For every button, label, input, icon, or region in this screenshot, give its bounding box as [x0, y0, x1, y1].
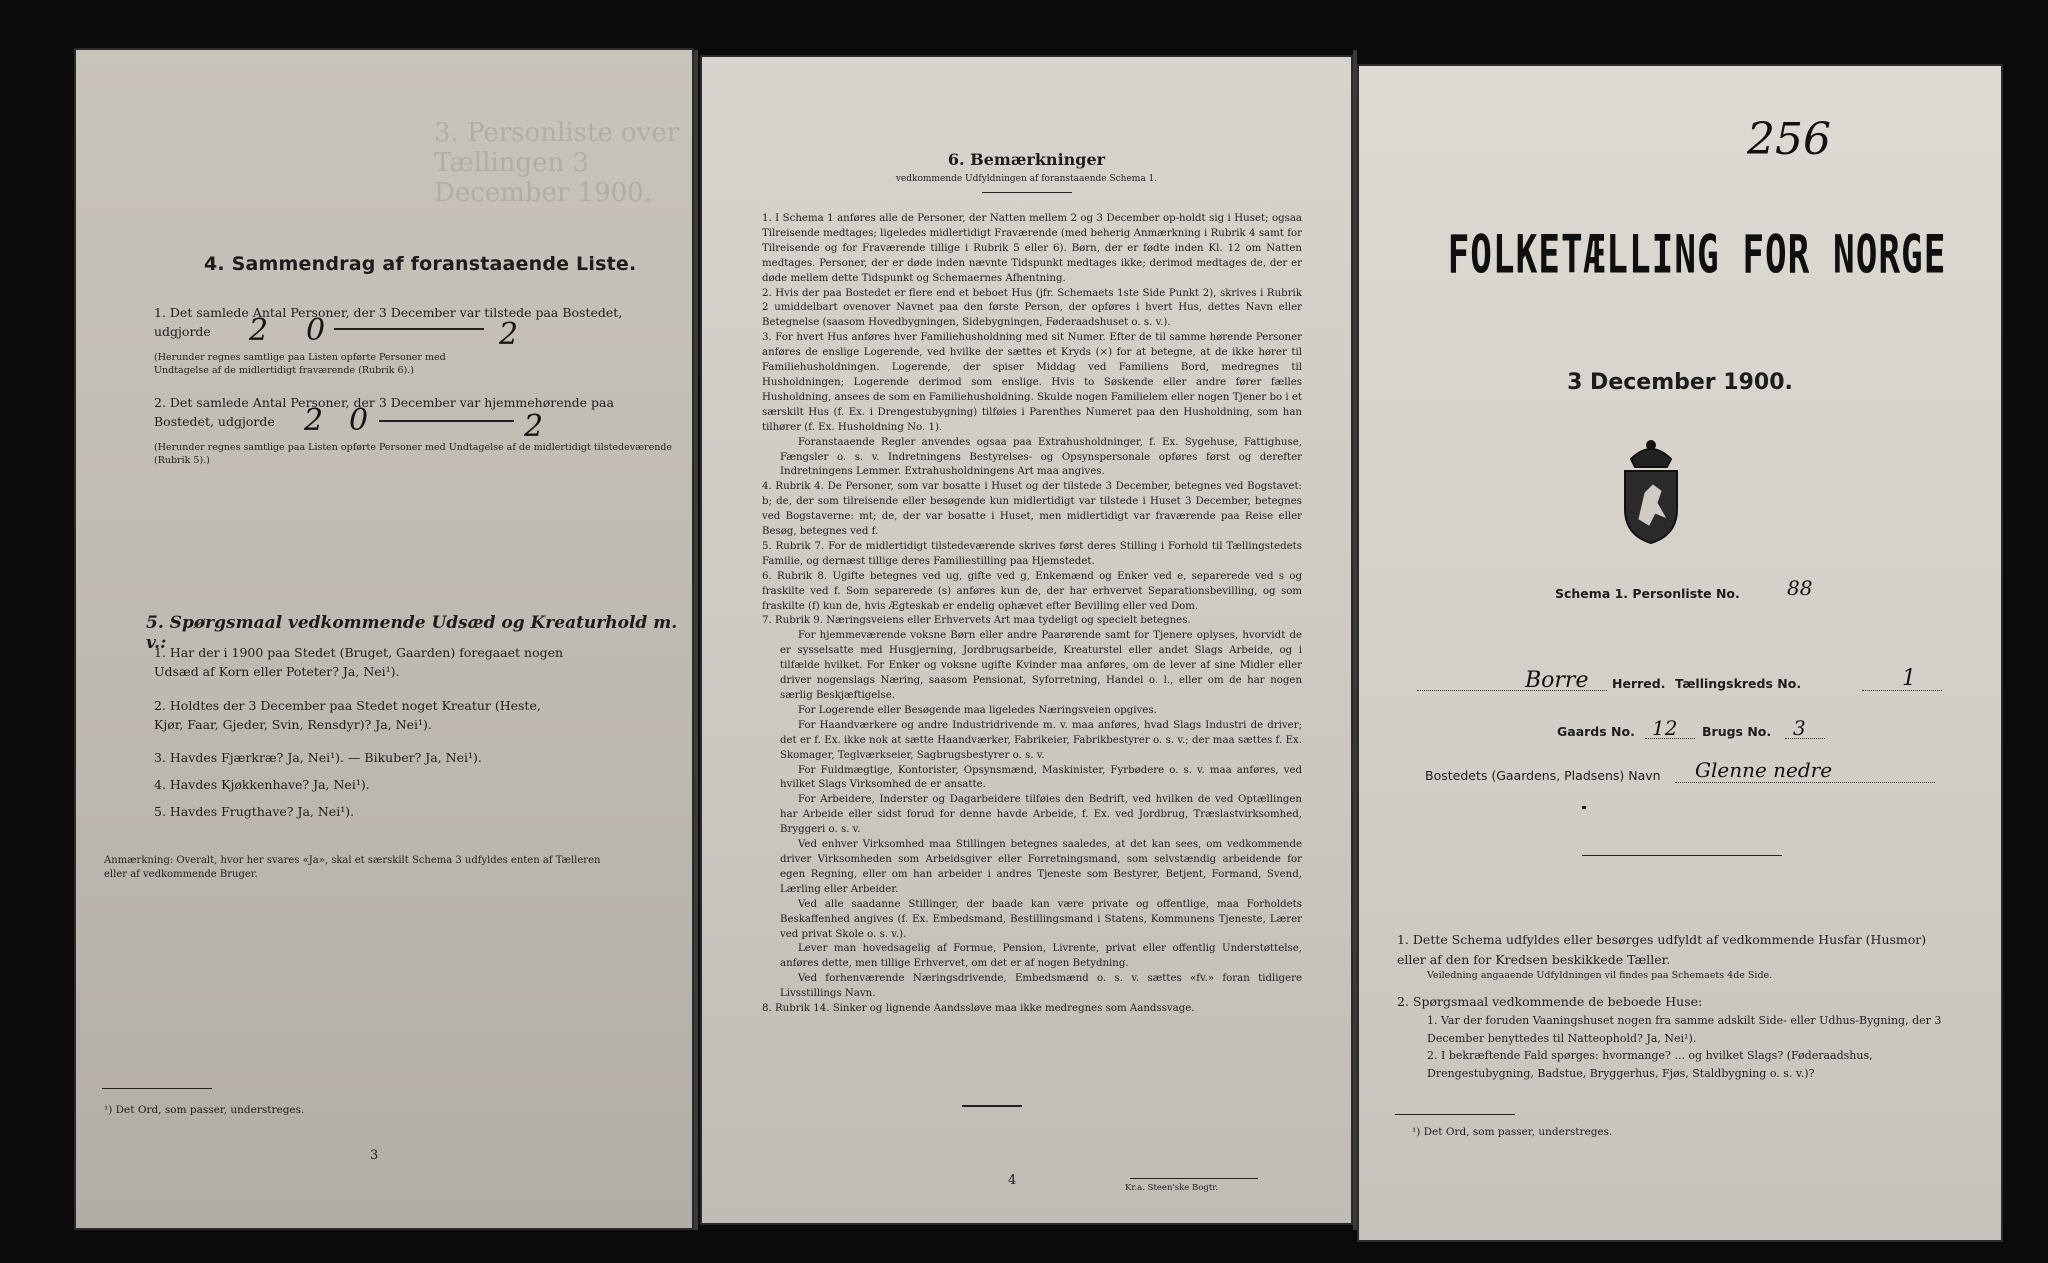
remark-paragraph: Ved forhenværende Næringsdrivende, Embedsmænd o. s. v. sættes «fv.» foran tidligere Livsstillings Navn.	[780, 973, 1302, 1000]
summary-question-1: 1. Det samlede Antal Personer, der 3 December var tilstede paa Bostedet, udgjorde 2 0 2 (Herunder regnes samtlige paa Listen opførte Personer med Undtagelse af de midlertidigt fraværende (Rubrik 6).)	[154, 305, 623, 377]
remark-paragraph: 1. I Schema 1 anføres alle de Personer, der Natten mellem 2 og 3 December op-holdt sig i Huset; ogsaa Tilreisende medtages; ligeledes midlertidigt Fraværende (med beherig Anmærkning i Rubrik 4 samt for Tilreisende og for Fraværende tillige i Rubrik 5 eller 6). Børn, der er fødte inden Kl. 12 om Natten medtages. Personer, der er døde inden nævnte Tidspunkt medtages ikke; derimod medtages de, der er døde mellem dette Tidspunkt og Schemaernes Afhentning.	[762, 213, 1302, 284]
remark-paragraph: For Fuldmægtige, Kontorister, Opsynsmænd, Maskinister, Fyrbødere o. s. v. maa anføres, ved hvilket Slags Virksomhed de er ansatte.	[780, 764, 1302, 791]
remark-paragraph: For Arbeidere, Inderster og Dagarbeidere tilføies den Bedrift, ved hvilken de ved Optællingen har Arbeide eller sidst forud for denne havde Arbeide, f. Ex. ved Jordbrug, Træslastvirksomhed, Bryggeri o. s. v.	[780, 794, 1302, 836]
remark-paragraph: Foranstaaende Regler anvendes ogsaa paa Extrahusholdninger, f. Ex. Sygehuse, Fattighuse, Fængsler o. s. v. Indretningens Bestyrelses- og Opsynspersonale opføres først og derefter Indretningens Lemmer. Extrahusholdningens Art maa angives.	[780, 436, 1302, 478]
page-number: 3	[370, 1148, 379, 1163]
remark-paragraph: Lever man hovedsagelig af Formue, Pension, Livrente, privat eller offentlig Understøttelse, anføres dette, men tillige Erhvervet, om det er af nogen Betydning.	[780, 943, 1302, 970]
norwegian-coat-of-arms-icon	[1615, 437, 1687, 547]
footnote: ¹) Det Ord, som passer, understreges.	[104, 1104, 305, 1116]
livestock-q5: 5. Havdes Frugthave? Ja, Nei¹).	[154, 804, 355, 819]
handwritten-zero-1: 0	[306, 313, 326, 349]
printer-mark: Kr.a. Steen'ske Bogtr.	[1125, 1183, 1219, 1193]
remarks-body	[762, 212, 1302, 1017]
instruction-2-q2: 2. I bekræftende Fald spørges: hvormange? ... og hvilket Slags? (Føderaadshus, Drengestubygning, Badstue, Bryggerhus, Fjøs, Staldbygning o. s. v.)?	[1427, 1049, 1873, 1080]
kreds-value: 1	[1902, 666, 1916, 691]
handwritten-zero-2: 0	[349, 403, 369, 439]
remark-paragraph: 5. Rubrik 7. For de midlertidigt tilstedeværende skrives først deres Stilling i Forhold til Tællingstedets Familie, og dernæst tillige deres Familiestilling paa Hjemstedet.	[762, 540, 1302, 567]
note-q2: (Herunder regnes samtlige paa Listen opførte Personer med Undtagelse af de midlertidigt tilstedeværende (Rubrik 5).)	[154, 442, 673, 467]
kreds-label: Tællingskreds No.	[1675, 676, 1802, 691]
livestock-q4: 4. Havdes Kjøkkenhave? Ja, Nei¹).	[154, 777, 370, 792]
page-3	[74, 48, 694, 1230]
brugs-value: 3	[1793, 716, 1806, 740]
faint-bleed-through-header: 3. Personliste over Tællingen 3 December 1900.	[434, 118, 680, 208]
remark-paragraph: 3. For hvert Hus anføres hver Familiehusholdning med sit Numer. Efter de til samme hørende Personer anføres de enslige Logerende, ved hvilke der sættes et Kryds (×) for at betegne, at de ikke hører til Familiehusholdningen. Logerende, der spiser Middag ved Familiens Bord, medregnes til Husholdningen; Logerende derimod som enslige. Hvis to Søskende eller andre fører fælles Husholdning, ansees de som en Familiehusholdning. Skulde nogen Familielem eller nogen Tjener bo i et særskilt Hus (f. Ex. i Drengestubygning) tilføies i Parenthes Numeret paa den Husholdning, som han tilhører (f. Ex. Husholdning No. 1).	[762, 332, 1302, 433]
handwritten-total-1: 2	[499, 317, 519, 353]
folio-number: 256	[1747, 114, 1831, 165]
livestock-q2: 2. Holdtes der 3 December paa Stedet noget Kreatur (Heste, Kjør, Faar, Gjeder, Svin, Rensdyr)? Ja, Nei¹).	[154, 698, 541, 733]
summary-question-2: 2. Det samlede Antal Personer, der 3 December var hjemmehørende paa Bostedet, udgjorde 2 0 2 (Herunder regnes samtlige paa Listen opførte Personer med Undtagelse af de midlertidigt tilstedeværende (Rubrik 5).)	[154, 395, 673, 467]
page-4	[700, 55, 1353, 1225]
remark-paragraph: 2. Hvis der paa Bostedet er flere end et beboet Hus (jfr. Schemaets 1ste Side Punkt 2), skrives i Rubrik 2 umiddelbart ovenover Navnet paa den første Person, der opføres i hvert Hus, dettes Navn eller Betegnelse (saasom Hovedbygningen, Sidebygningen, Føderaadshuset o. s. v.).	[762, 287, 1302, 329]
bosted-label: Bostedets (Gaardens, Pladsens) Navn	[1425, 768, 1661, 783]
herred-value: Borre	[1525, 668, 1589, 693]
footnote: ¹) Det Ord, som passer, understreges.	[1412, 1126, 1613, 1138]
remark-paragraph: For hjemmeværende voksne Børn eller andre Paarørende samt for Tjenere oplyses, hvorvidt de er sysselsatte med Husgjerning, Jordbrugsarbeide, Kreaturstel eller andet Slags Arbeide, og i tilfælde hvilket. For Enker og voksne ugifte Kvinder maa anføres, om de lever af sine Midler eller driver nogenslags Næring, saasom Pensionat, Syforretning, Handel o. l., eller om de har nogen særlig Beskjæftigelse.	[780, 630, 1302, 701]
remark-paragraph: For Logerende eller Besøgende maa ligeledes Næringsveien opgives.	[798, 704, 1157, 716]
herred-label: Herred.	[1612, 676, 1666, 691]
remark-paragraph: Ved enhver Virksomhed maa Stillingen betegnes saaledes, at det kan sees, om vedkommende driver Virksomheden som Arbeidsgiver eller Forretningsmand, som selvstændig arbeidende for egen Regning, eller om han arbeider i andres Tjeneste som Bestyrer, Betjent, Formand, Svend, Lærling eller Arbeider.	[780, 839, 1302, 895]
livestock-q1: 1. Har der i 1900 paa Stedet (Bruget, Gaarden) foregaaet nogen Udsæd af Korn eller Poteter? Ja, Nei¹).	[154, 645, 564, 680]
handwritten-present-count: 2	[249, 313, 269, 349]
remark-paragraph: For Haandværkere og andre Industridrivende m. v. maa anføres, hvad Slags Industri de driver; det er f. Ex. ikke nok at sætte Haandværker, Fabrikeier, Fabrikbestyrer o. s. v.; der maa sættes f. Ex. Skomager, Teglværkseier, Sagbrugsbestyrer o. s. v.	[780, 719, 1302, 761]
remark-paragraph: 7. Rubrik 9. Næringsveiens eller Erhvervets Art maa tydeligt og specielt betegnes.	[762, 615, 1191, 627]
remark-paragraph: 4. Rubrik 4. De Personer, som var bosatte i Huset og der tilstede 3 December, betegnes ved Bogstavet: b; de, der som tilreisende eller besøgende kun midlertidigt var tilstede i Huset 3 December, betegnes ved Bogstaverne: mt; de, der var bosatte i Huset, men midlertidigt var fraværende paa Reise eller Besøg, betegnes ved f.	[762, 481, 1302, 538]
remark-paragraph: Ved alle saadanne Stillinger, der baade kan være private og offentlige, maa Forholdets Beskaffenhed angives (f. Ex. Embedsmand, Bestillingsmand i Statens, Kommunens Tjeneste, Lærer ved privat Skole o. s. v.).	[780, 898, 1302, 940]
instruction-1-note: Veiledning angaaende Udfyldningen vil findes paa Schemaets 4de Side.	[1427, 970, 1773, 981]
handwritten-total-2: 2	[524, 409, 544, 445]
remark-paragraph: 8. Rubrik 14. Sinker og lignende Aandssløve maa ikke medregnes som Aandssvage.	[762, 1003, 1195, 1015]
anmerkning-note: Anmærkning: Overalt, hvor her svares «Ja», skal et særskilt Schema 3 udfyldes enten af Tælleren eller af vedkommende Bruger.	[104, 855, 601, 880]
note-q1: (Herunder regnes samtlige paa Listen opførte Personer med Undtagelse af de midlertidigt fraværende (Rubrik 6).)	[154, 352, 446, 377]
gaards-value: 12	[1652, 716, 1678, 740]
livestock-q3: 3. Havdes Fjærkræ? Ja, Nei¹). — Bikuber? Ja, Nei¹).	[154, 750, 482, 765]
remarks-title: 6. Bemærkninger	[947, 150, 1106, 169]
schema-label: Schema 1. Personliste No.	[1555, 586, 1740, 601]
instruction-2-q1: 1. Var der foruden Vaaningshuset nogen fra samme adskilt Side- eller Udhus-Bygning, der 3 December benyttedes til Natteophold? Ja, Nei¹).	[1427, 1014, 1942, 1045]
section-5-title: 5. Spørgsmaal vedkommende Udsæd og Kreaturhold m. v.:	[146, 613, 678, 653]
personliste-number: 88	[1787, 576, 1813, 600]
remarks-subtitle: vedkommende Udfyldningen af foranstaaende Schema 1.	[895, 174, 1158, 184]
instruction-1: 1. Dette Schema udfyldes eller besørges udfyldt af vedkommende Husfar (Husmor) eller af den for Kredsen beskikkede Tæller. Veiledning angaaende Udfyldningen vil findes paa Schemaets 4de Side.	[1397, 930, 1957, 983]
brugs-label: Brugs No.	[1702, 724, 1772, 739]
page-number: 4	[1008, 1173, 1017, 1188]
remark-paragraph: 6. Rubrik 8. Ugifte betegnes ved ug, gifte ved g, Enkemænd og Enker ved e, separerede ved s og fraskilte ved f. Som separerede (s) anføres kun de, der har erhvervet Separationsbevilling, og som fraskilte (f) kun de, hvis Ægteskab er endelig ophævet efter Bevilling eller ved Dom.	[762, 570, 1302, 612]
census-date: 3 December 1900.	[1567, 370, 1793, 395]
section-4-title: 4. Sammendrag af foranstaaende Liste.	[204, 253, 637, 275]
handwritten-resident-count: 2	[304, 403, 324, 439]
bosted-value: Glenne nedre	[1695, 758, 1833, 782]
page-1	[1357, 64, 2003, 1242]
instruction-2: 2. Spørgsmaal vedkommende de beboede Huse: 1. Var der foruden Vaaningshuset nogen fra samme adskilt Side- eller Udhus-Bygning, der 3 December benyttedes til Natteophold? Ja, Nei¹). 2. I bekræftende Fald spørges: hvormange? ... og hvilket Slags? (Føderaadshus, Drengestubygning, Badstue, Bryggerhus, Fjøs, Staldbygning o. s. v.)?	[1397, 992, 1957, 1082]
gaards-label: Gaards No.	[1557, 724, 1635, 739]
census-title: FOLKETÆLLING FOR NORGE	[1447, 226, 1947, 286]
